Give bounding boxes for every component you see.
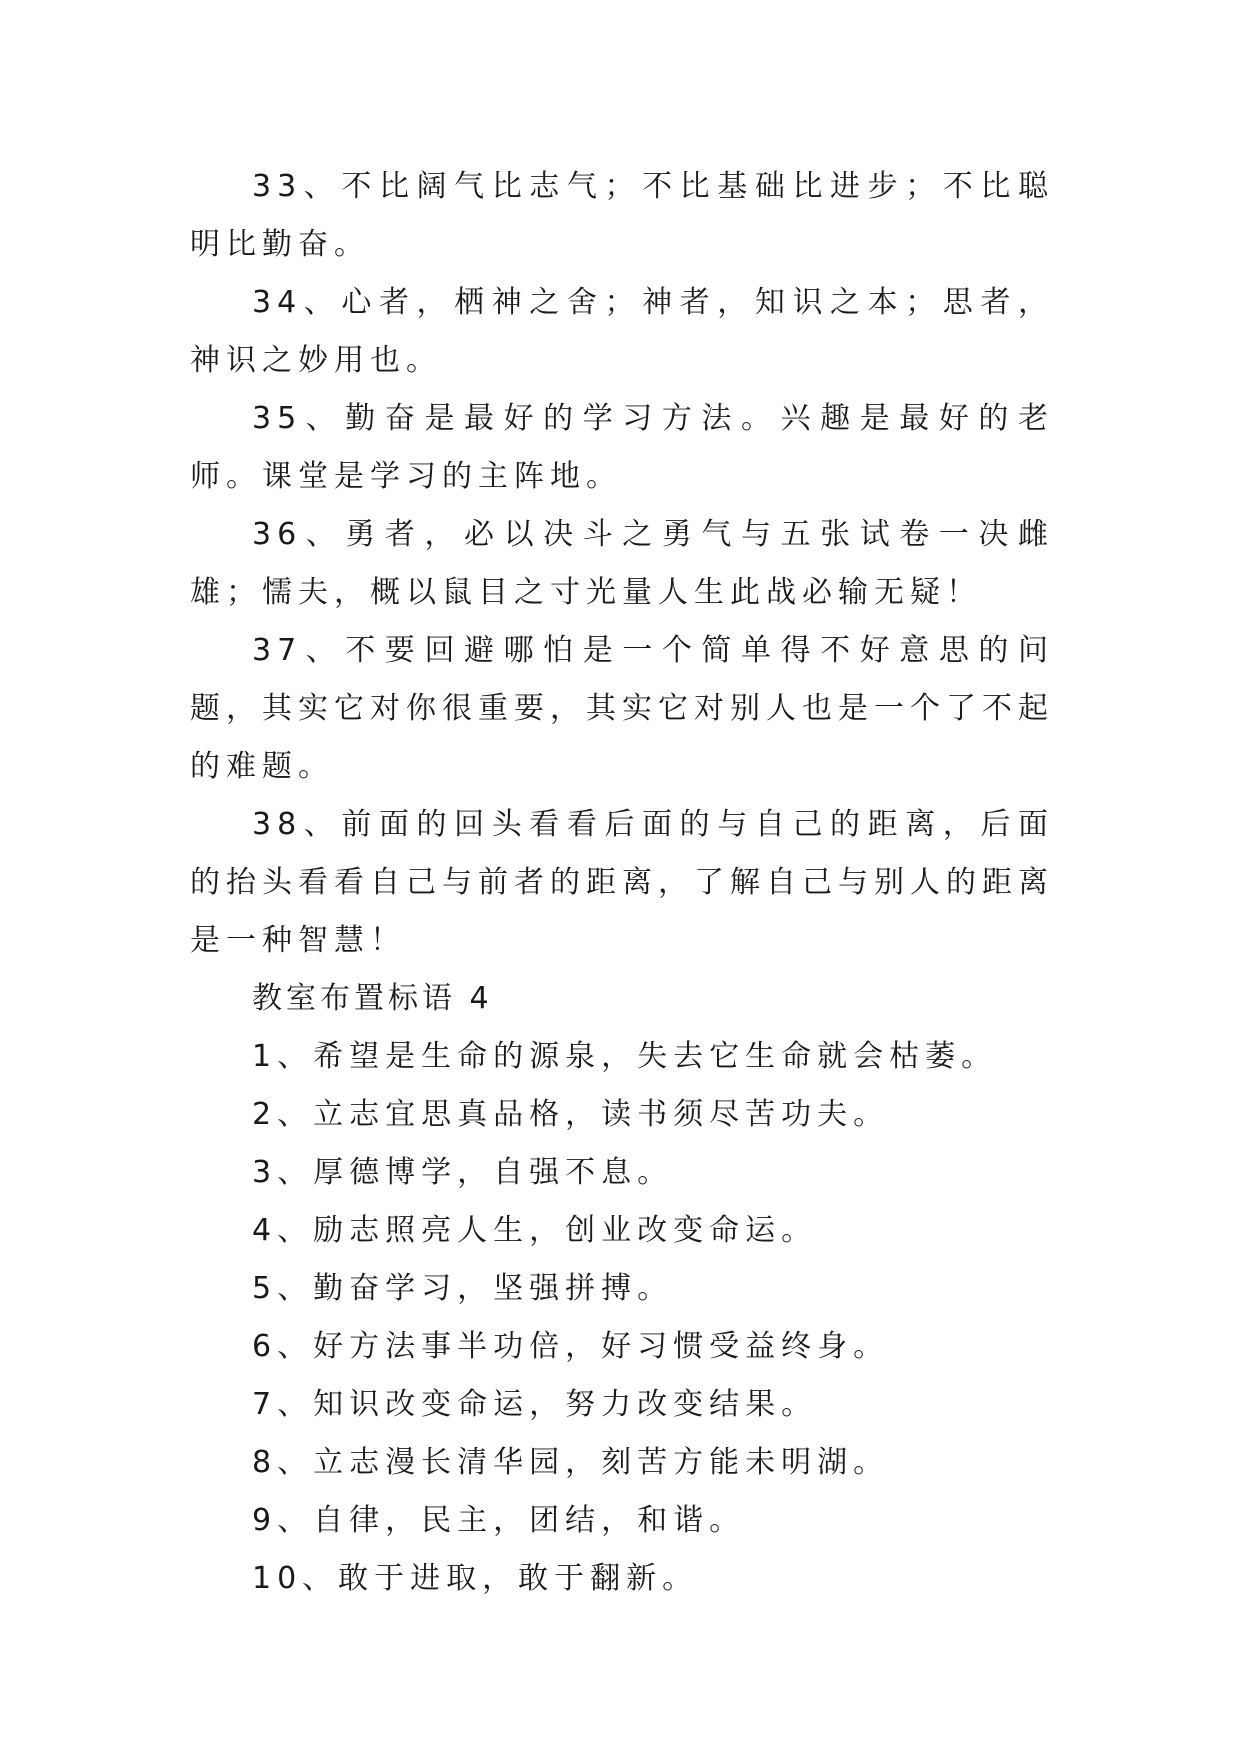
paragraph-36: 36、勇者，必以决斗之勇气与五张试卷一决雌雄；懦夫，概以鼠目之寸光量人生此战必输无疑！ xyxy=(190,517,1054,610)
paragraph-34: 34、心者，栖神之舍；神者，知识之本；思者，神识之妙用也。 xyxy=(190,285,1054,378)
paragraph-35: 35、勤奋是最好的学习方法。兴趣是最好的老师。课堂是学习的主阵地。 xyxy=(190,401,1054,494)
document-page xyxy=(190,158,1054,1608)
slogan-6: 6、好方法事半功倍，好习惯受益终身。 xyxy=(252,1329,890,1364)
slogan-4: 4、励志照亮人生，创业改变命运。 xyxy=(252,1213,818,1248)
slogan-1: 1、希望是生命的源泉，失去它生命就会枯萎。 xyxy=(252,1039,998,1074)
paragraph-38: 38、前面的回头看看后面的与自己的距离，后面的抬头看看自己与前者的距离，了解自己与别人的距离是一种智慧！ xyxy=(190,807,1054,958)
slogan-5: 5、勤奋学习，坚强拼搏。 xyxy=(252,1271,674,1306)
slogan-3: 3、厚德博学，自强不息。 xyxy=(252,1155,674,1190)
slogan-8: 8、立志漫长清华园，刻苦方能未明湖。 xyxy=(252,1445,890,1480)
slogan-7: 7、知识改变命运，努力改变结果。 xyxy=(252,1387,818,1422)
section-heading: 教室布置标语 4 xyxy=(252,981,493,1016)
paragraph-37: 37、不要回避哪怕是一个简单得不好意思的问题，其实它对你很重要，其实它对别人也是一个了不起的难题。 xyxy=(190,633,1054,784)
paragraph-33: 33、不比阔气比志气；不比基础比进步；不比聪明比勤奋。 xyxy=(190,169,1054,262)
slogan-2: 2、立志宜思真品格，读书须尽苦功夫。 xyxy=(252,1097,890,1132)
slogan-9: 9、自律，民主，团结，和谐。 xyxy=(252,1503,746,1538)
slogan-10: 10、敢于进取，敢于翻新。 xyxy=(252,1561,699,1596)
